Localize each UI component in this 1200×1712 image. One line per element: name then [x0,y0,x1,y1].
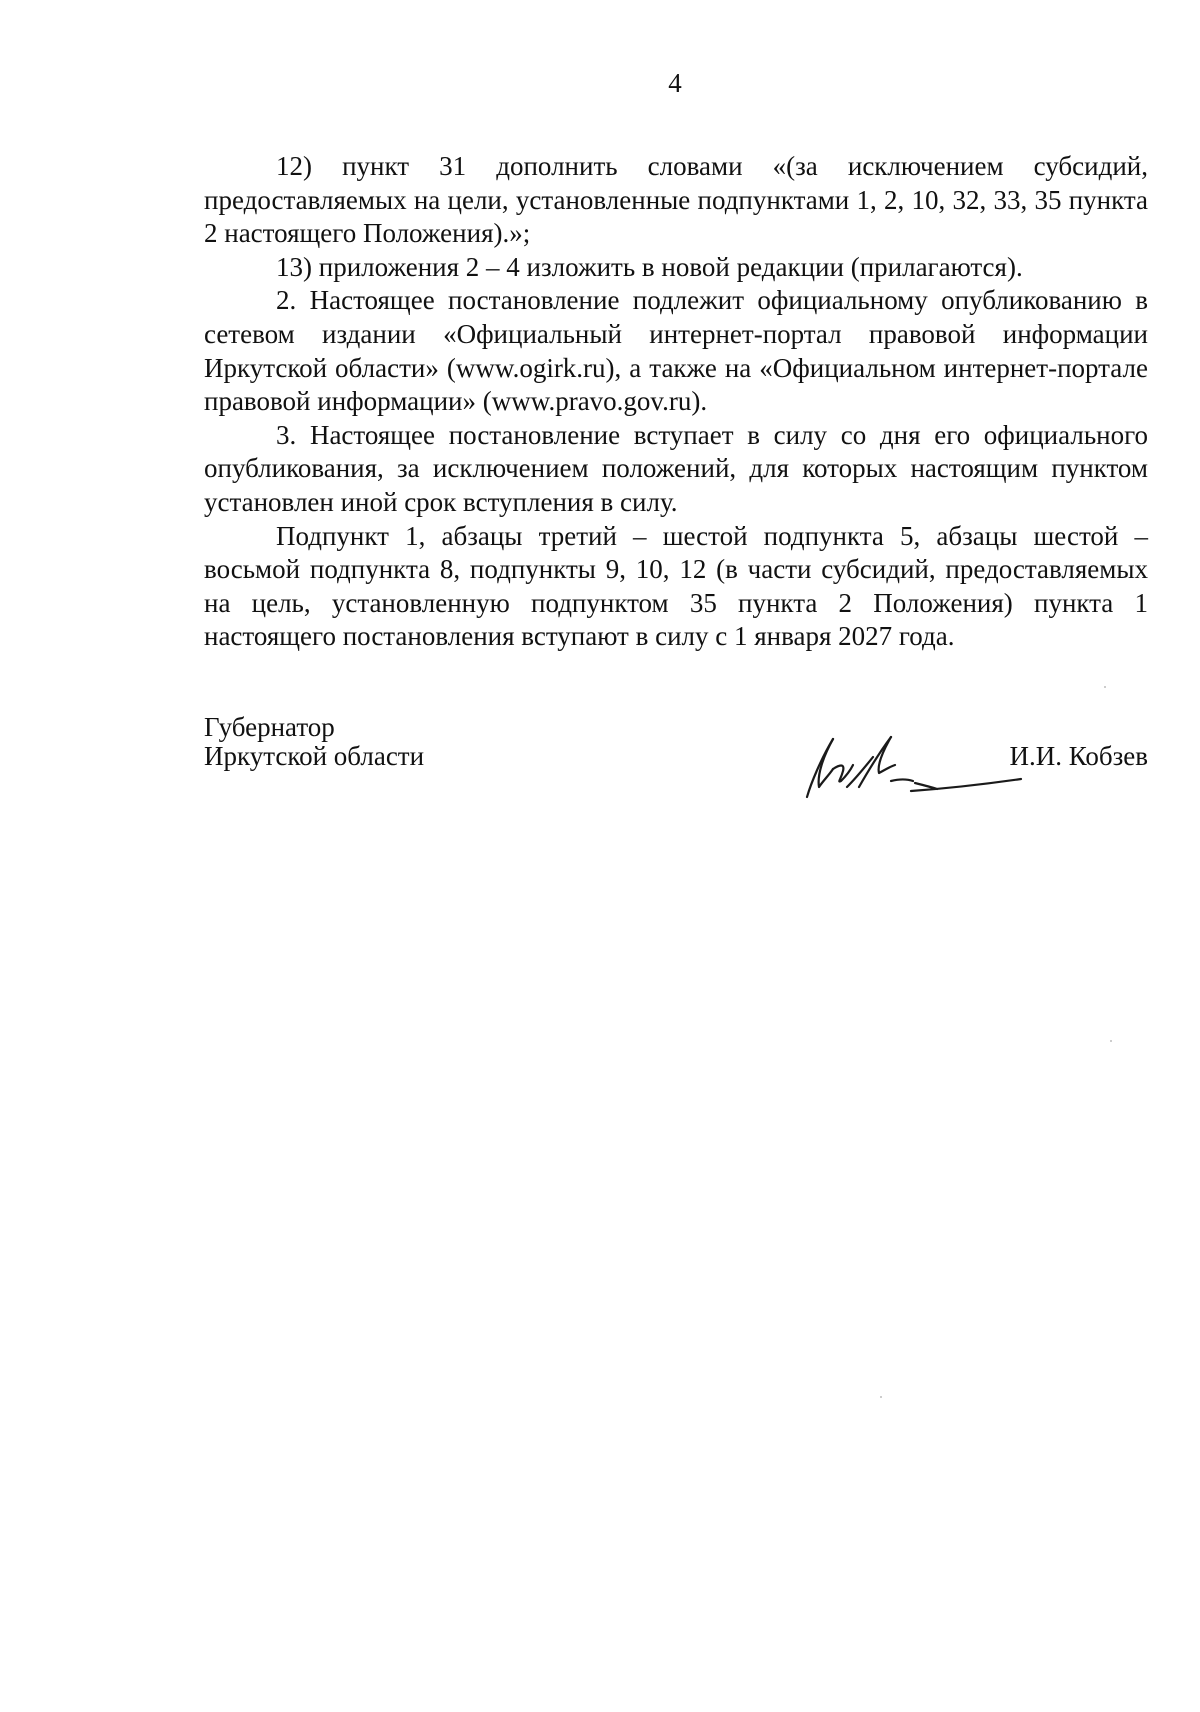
paragraph-item-13: 13) приложения 2 – 4 изложить в новой редакции (прилагаются). [276,251,1023,282]
signer-position-line-2: Иркутской области [204,741,425,771]
scan-speck [880,1396,882,1398]
handwritten-signature [799,729,1024,799]
document-body [204,150,1148,654]
page-number: 4 [668,68,682,98]
signer-position-line-1: Губернатор [204,712,335,742]
signer-name: И.И. Кобзев [1009,741,1148,771]
signature-block [204,713,1148,803]
paragraph-entry-into-force: 3. Настоящее постановление вступает в силу со дня его официального опубликования, за исключением положений, для которых настоящим пунктом установлен иной срок вступления в силу. [204,419,1148,517]
paragraph-exceptions: Подпункт 1, абзацы третий – шестой подпункта 5, абзацы шестой – восьмой подпункта 8, подпункты 9, 10, 12 (в части субсидий, предоставляемых на цель, установленную подпунктом 35 пункта 2 Положения) пункта 1 настоящего постановления вступают в силу с 1 января 2027 года. [204,520,1148,652]
paragraph-item-12: 12) пункт 31 дополнить словами «(за исключением субсидий, предоставляемых на цели, установленные подпунктами 1, 2, 10, 32, 33, 35 пункта 2 настоящего Положения).»; [204,151,1148,249]
scan-speck [1110,1040,1112,1042]
signer-position [204,713,424,771]
scan-speck [1104,686,1106,688]
paragraph-publication: 2. Настоящее постановление подлежит официальному опубликованию в сетевом издании «Официальный интернет-портал правовой информации Иркутской области» (www.ogirk.ru), а также на «Официальном интернет-портале правовой информации» (www.pravo.gov.ru). [204,285,1148,417]
